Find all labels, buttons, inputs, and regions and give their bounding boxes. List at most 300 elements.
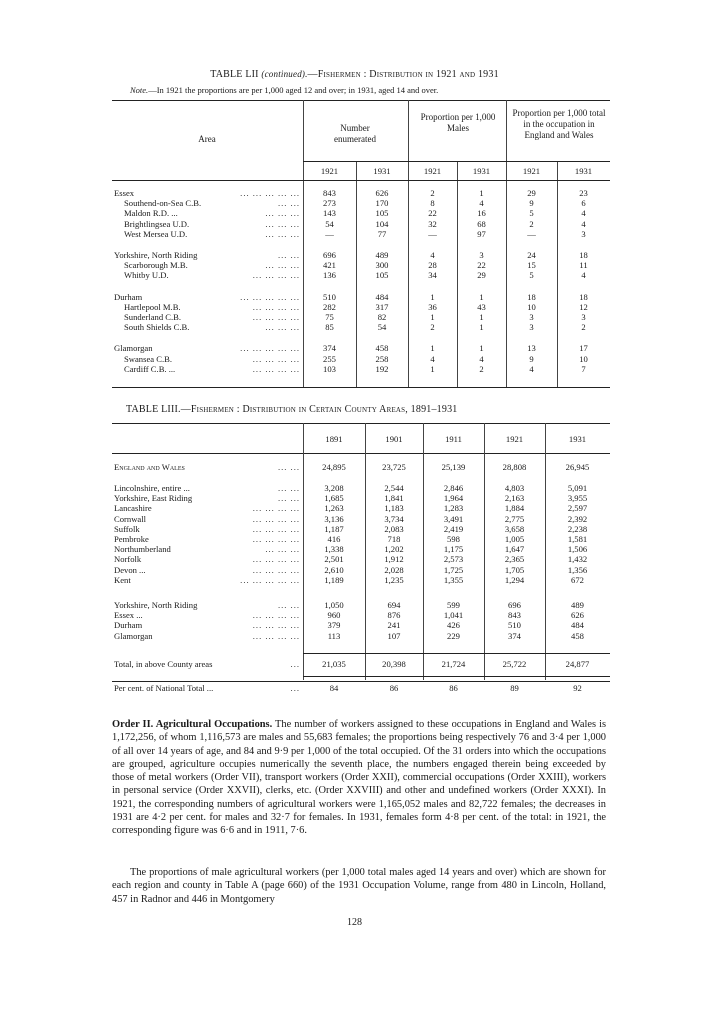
leader-dots: ... ... ... — [265, 208, 300, 219]
table-row — [0, 270, 709, 280]
table-row — [0, 524, 709, 534]
cell-value: 484 — [375, 291, 389, 302]
cell-value: 77 — [377, 228, 387, 239]
table-52-top-rule — [112, 100, 610, 101]
cell-value: 1 — [430, 291, 435, 302]
cell-value: 85 — [325, 322, 334, 333]
table-row — [0, 483, 709, 493]
cell-value: 258 — [375, 353, 389, 364]
table-row — [0, 631, 709, 641]
cell-value: 16 — [477, 208, 486, 219]
leader-dots: ... ... ... ... — [252, 312, 300, 322]
cell-value: 9 — [529, 353, 534, 364]
cell-value: 1,685 — [324, 493, 344, 504]
cell-value: 105 — [375, 208, 389, 219]
leader-dots: ... ... — [277, 250, 300, 260]
table-row — [0, 600, 709, 610]
cell-value: 1,294 — [504, 574, 525, 585]
leader-dots: ... — [290, 659, 300, 669]
row-label: Essex ... — [114, 610, 143, 621]
cell-value: 510 — [508, 620, 521, 631]
row-label: Northumberland — [114, 544, 171, 555]
row-label: England and Wales — [114, 462, 185, 472]
cell-value: 2 — [430, 188, 435, 198]
cell-value: 10 — [579, 353, 588, 364]
cell-value: 672 — [571, 574, 584, 585]
year-header-row — [0, 166, 709, 176]
cell-value: 3,491 — [443, 513, 464, 524]
cell-value: 1,884 — [504, 503, 525, 514]
cell-value: 10 — [527, 301, 536, 312]
row-label: Southend-on-Sea C.B. — [124, 198, 202, 209]
cell-value: 113 — [327, 630, 341, 641]
cell-value: 5 — [529, 208, 534, 219]
cell-value: 1,581 — [567, 534, 588, 544]
cell-value: 1 — [430, 312, 435, 322]
cell-value: 192 — [375, 363, 389, 374]
cell-value: 28 — [428, 260, 437, 271]
table-53-top-rule — [112, 423, 610, 424]
cell-value: 3,955 — [567, 493, 588, 504]
year-header: 1921 — [522, 166, 541, 176]
table-row — [0, 198, 709, 208]
leader-dots: ... ... ... ... ... — [240, 291, 300, 302]
cell-value: 21,035 — [322, 659, 346, 669]
cell-value: 3 — [479, 250, 484, 260]
year-header: 1921 — [320, 166, 339, 176]
cell-value: 1,263 — [324, 503, 344, 514]
cell-value: 143 — [323, 208, 336, 219]
row-label: Whitby U.D. — [124, 270, 169, 281]
table-53-header-rule — [112, 453, 610, 454]
cell-value: 960 — [327, 610, 341, 621]
cell-value: 317 — [375, 301, 389, 312]
leader-dots: ... — [290, 683, 300, 693]
cell-value: 1 — [479, 291, 484, 302]
cell-value: 24,895 — [322, 462, 346, 472]
cell-value: 32 — [428, 218, 437, 229]
cell-value: 36 — [428, 301, 437, 312]
cell-value: 282 — [323, 301, 336, 312]
cell-value: 7 — [581, 363, 586, 374]
row-label: Kent — [114, 574, 131, 585]
table-row — [0, 683, 709, 693]
table-row — [0, 188, 709, 198]
row-label: Yorkshire, East Riding — [114, 493, 193, 504]
cell-value: 43 — [477, 301, 486, 312]
cell-value: 4 — [581, 270, 586, 281]
cell-value: 18 — [579, 291, 588, 302]
leader-dots: ... ... ... ... — [252, 503, 300, 514]
cell-value: 24 — [527, 250, 536, 260]
cell-value: 86 — [389, 683, 399, 693]
cell-value: 4 — [430, 250, 435, 260]
cell-value: 68 — [477, 218, 486, 229]
leader-dots: ... ... ... — [265, 544, 300, 555]
row-label: Durham — [114, 291, 143, 302]
cell-value: 21,724 — [441, 659, 466, 669]
leader-dots: ... ... ... ... — [252, 523, 300, 534]
year-header: 1931 — [574, 166, 593, 176]
table-row — [0, 250, 709, 260]
year-header: 1931 — [568, 434, 587, 444]
cell-value: 136 — [323, 270, 336, 281]
row-label: Scarborough M.B. — [124, 260, 188, 271]
cell-value: 599 — [447, 600, 460, 610]
leader-dots: ... ... ... ... ... — [240, 188, 300, 198]
cell-value: 6 — [581, 198, 586, 209]
cell-value: 4,803 — [504, 483, 525, 493]
table-52-note: Note.—In 1921 the proportions are per 1,000 aged 12 and over; in 1931, aged 14 and over. — [130, 85, 439, 95]
cell-value: 1,912 — [384, 554, 404, 565]
cell-value: 1,356 — [567, 564, 588, 575]
table-53-title: TABLE LIII.—Fishermen : Distribution in Certain County Areas, 1891–1931 — [126, 404, 458, 415]
col-head-area: Area — [198, 134, 216, 144]
table-row — [0, 554, 709, 564]
cell-value: 75 — [325, 312, 334, 322]
cell-value: 18 — [527, 291, 536, 302]
cell-value: 374 — [323, 343, 336, 354]
year-header: 1931 — [472, 166, 491, 176]
cell-value: 2,238 — [567, 523, 588, 534]
cell-value: 2,392 — [567, 513, 588, 524]
cell-value: 694 — [387, 600, 401, 610]
cell-value: 89 — [510, 683, 519, 693]
row-label: Pembroke — [114, 534, 149, 544]
row-label: Brightlingsea U.D. — [124, 218, 190, 229]
cell-value: 29 — [527, 188, 536, 198]
cell-value: 15 — [527, 260, 536, 271]
cell-value: 3 — [529, 322, 534, 333]
leader-dots: ... ... ... ... — [252, 363, 300, 374]
cell-value: 718 — [387, 534, 401, 544]
row-label: South Shields C.B. — [124, 322, 190, 333]
table-row — [0, 575, 709, 585]
cell-value: 255 — [323, 353, 336, 364]
cell-value: 86 — [449, 683, 458, 693]
cell-value: 489 — [375, 250, 389, 260]
cell-value: 1,355 — [443, 574, 464, 585]
cell-value: 696 — [323, 250, 336, 260]
table-row — [0, 354, 709, 364]
cell-value: 54 — [325, 218, 334, 229]
cell-value: 1 — [479, 322, 484, 333]
cell-value: 1,189 — [324, 574, 344, 585]
cell-value: 5,091 — [567, 483, 588, 493]
row-label: Lincolnshire, entire ... — [114, 483, 190, 493]
cell-value: 20,398 — [382, 659, 406, 669]
table-row — [0, 364, 709, 374]
cell-value: 489 — [571, 600, 584, 610]
leader-dots: ... ... ... ... ... — [240, 574, 300, 585]
col-head-number: Number enumerated — [334, 123, 376, 144]
cell-value: 374 — [508, 630, 521, 641]
leader-dots: ... ... ... ... ... — [240, 343, 300, 354]
cell-value: 84 — [329, 683, 339, 693]
table-row — [0, 462, 709, 472]
cell-value: 876 — [387, 610, 401, 621]
cell-value: 229 — [447, 630, 460, 641]
cell-value: 105 — [375, 270, 389, 281]
cell-value: 2,028 — [384, 564, 404, 575]
cell-value: 2,501 — [324, 554, 344, 565]
leader-dots: ... ... ... ... — [252, 620, 300, 631]
cell-value: 379 — [327, 620, 341, 631]
row-label: Devon ... — [114, 564, 146, 575]
cell-value: 1 — [479, 188, 484, 198]
leader-dots: ... ... ... — [265, 228, 300, 239]
cell-value: 3,208 — [324, 483, 344, 493]
row-label: Swansea C.B. — [124, 353, 172, 364]
cell-value: 104 — [375, 218, 389, 229]
cell-value: 28,808 — [502, 462, 527, 472]
row-label: Per cent. of National Total ... — [114, 683, 214, 693]
year-header: 1921 — [423, 166, 442, 176]
cell-value: 23 — [579, 188, 588, 198]
cell-value: 3 — [581, 312, 586, 322]
cell-value: 3,136 — [324, 513, 344, 524]
col-head-prop-males: Proportion per 1,000 Males — [420, 112, 496, 133]
row-label: Norfolk — [114, 554, 142, 565]
table-row — [0, 514, 709, 524]
cell-value: 1,647 — [504, 544, 525, 555]
table-52-header-rule — [112, 180, 610, 181]
leader-dots: ... ... ... — [265, 260, 300, 271]
leader-dots: ... ... ... ... — [252, 270, 300, 281]
year-header-row — [0, 434, 709, 444]
cell-value: 2,846 — [443, 483, 464, 493]
row-label: Lancashire — [114, 503, 152, 514]
table-row — [0, 322, 709, 332]
table-row — [0, 659, 709, 669]
cell-value: 1,183 — [384, 503, 404, 514]
cell-value: 2 — [479, 363, 484, 374]
cell-value: 8 — [430, 198, 435, 209]
table-row — [0, 493, 709, 503]
cell-value: 22 — [428, 208, 437, 219]
cell-value: 1,725 — [443, 564, 464, 575]
cell-value: 4 — [479, 353, 484, 364]
row-label: Cornwall — [114, 513, 146, 524]
row-label: Essex — [114, 188, 135, 198]
table-52-title: TABLE LII (continued).—Fishermen : Distribution in 1921 and 1931 — [210, 69, 499, 80]
table-52-year-rule — [303, 161, 610, 162]
year-header: 1921 — [505, 434, 524, 444]
table-row — [0, 208, 709, 218]
cell-value: 2,610 — [324, 564, 344, 575]
section-heading: Order II. Agricultural Occupations. — [112, 719, 273, 730]
cell-value: 3 — [529, 312, 534, 322]
cell-value: 4 — [430, 353, 435, 364]
col-head-prop-total: Proportion per 1,000 total in the occupation in England and Wales — [512, 108, 606, 140]
cell-value: 97 — [477, 228, 486, 239]
leader-dots: ... ... ... ... — [252, 564, 300, 575]
cell-value: 1,235 — [384, 574, 404, 585]
cell-value: 5 — [529, 270, 534, 281]
cell-value: 1 — [430, 363, 435, 374]
cell-value: 18 — [579, 250, 588, 260]
cell-value: 2,163 — [504, 493, 525, 504]
cell-value: 4 — [479, 198, 484, 209]
table-53-bottom-rule — [112, 681, 610, 682]
leader-dots: ... ... — [277, 493, 300, 504]
cell-value: 2,083 — [384, 523, 404, 534]
leader-dots: ... ... ... — [265, 322, 300, 333]
cell-value: 25,139 — [441, 462, 466, 472]
cell-value: 843 — [323, 188, 336, 198]
cell-value: 3 — [581, 228, 586, 239]
year-header: 1931 — [373, 166, 391, 176]
table-row — [0, 312, 709, 322]
cell-value: 17 — [579, 343, 588, 354]
year-header: 1891 — [325, 434, 343, 444]
row-label: Yorkshire, North Riding — [114, 250, 198, 260]
cell-value: 4 — [581, 218, 586, 229]
cell-value: 9 — [529, 198, 534, 209]
table-row — [0, 229, 709, 239]
cell-value: 23,725 — [382, 462, 406, 472]
page-number: 128 — [347, 917, 362, 928]
row-label: Total, in above County areas — [114, 659, 213, 669]
cell-value: 1,338 — [324, 544, 344, 555]
leader-dots: ... ... ... ... — [252, 630, 300, 641]
row-label: West Mersea U.D. — [124, 228, 188, 239]
row-label: Maldon R.D. ... — [124, 208, 178, 219]
cell-value: 1,705 — [504, 564, 525, 575]
leader-dots: ... ... ... — [265, 218, 300, 229]
leader-dots: ... ... — [277, 483, 300, 493]
leader-dots: ... ... ... ... — [252, 513, 300, 524]
cell-value: 241 — [387, 620, 401, 631]
cell-value: 1,041 — [443, 610, 464, 621]
leader-dots: ... ... — [277, 198, 300, 209]
cell-value: 13 — [527, 343, 536, 354]
cell-value: 1,283 — [443, 503, 464, 514]
leader-dots: ... ... — [277, 462, 300, 472]
row-label: Glamorgan — [114, 630, 153, 641]
cell-value: 107 — [387, 630, 401, 641]
table-row — [0, 292, 709, 302]
row-label: Yorkshire, North Riding — [114, 600, 198, 610]
cell-value: 2,365 — [504, 554, 525, 565]
cell-value: 598 — [447, 534, 460, 544]
table-53-total-rule — [303, 653, 610, 654]
leader-dots: ... ... — [277, 600, 300, 610]
cell-value: 458 — [571, 630, 584, 641]
cell-value: 24,877 — [565, 659, 590, 669]
cell-value: 1 — [479, 312, 484, 322]
table-row — [0, 620, 709, 630]
cell-value: 82 — [377, 312, 387, 322]
cell-value: 273 — [323, 198, 336, 209]
cell-value: 4 — [529, 363, 534, 374]
row-label: Durham — [114, 620, 143, 631]
row-label: Glamorgan — [114, 343, 153, 354]
cell-value: 4 — [581, 208, 586, 219]
cell-value: 2,775 — [504, 513, 525, 524]
table-row — [0, 565, 709, 575]
cell-value: 2,597 — [567, 503, 588, 514]
cell-value: 3,734 — [384, 513, 404, 524]
cell-value: — — [527, 228, 536, 239]
cell-value: 300 — [375, 260, 389, 271]
cell-value: 22 — [477, 260, 486, 271]
cell-value: 11 — [579, 260, 588, 271]
row-label: Hartlepool M.B. — [124, 301, 181, 312]
cell-value: 2 — [581, 322, 586, 333]
cell-value: 626 — [571, 610, 584, 621]
cell-value: 34 — [428, 270, 437, 281]
cell-value: 510 — [323, 291, 336, 302]
row-label: Sunderland C.B. — [124, 312, 182, 322]
cell-value: 1,506 — [567, 544, 588, 555]
table-row — [0, 544, 709, 554]
table-row — [0, 302, 709, 312]
cell-value: 426 — [447, 620, 460, 631]
table-row — [0, 610, 709, 620]
cell-value: 696 — [508, 600, 521, 610]
cell-value: 1 — [430, 343, 435, 354]
cell-value: 103 — [323, 363, 336, 374]
cell-value: 1,432 — [567, 554, 588, 565]
cell-value: 416 — [327, 534, 341, 544]
row-label: Suffolk — [114, 523, 140, 534]
cell-value: 1,202 — [384, 544, 404, 555]
table-row — [0, 260, 709, 270]
cell-value: — — [325, 228, 334, 239]
cell-value: 12 — [579, 301, 588, 312]
cell-value: 1,175 — [443, 544, 464, 555]
cell-value: 1,841 — [384, 493, 404, 504]
row-label: Cardiff C.B. ... — [124, 363, 176, 374]
leader-dots: ... ... ... ... — [252, 534, 300, 544]
cell-value: 843 — [508, 610, 521, 621]
proportions-paragraph: The proportions of male agricultural workers (per 1,000 total males aged 14 years and over) which are shown for each region and county in Table A (page 660) of the 1931 Occupation Volume, range from 480 in Lincoln, Holland, 457 in Radnor and 446 in Montgomery — [112, 867, 606, 905]
leader-dots: ... ... ... ... — [252, 610, 300, 621]
cell-value: 92 — [573, 683, 582, 693]
cell-value: — — [428, 228, 437, 239]
order-2-paragraph: Order II. Agricultural Occupations. The number of workers assigned to these occupations in England and Wales is 1,172,256, of whom 1,116,573 are males and 55,683 females; the proportions being respectively 76 and 3·4 per 1,000 of all over 14 years of age, and 84 and 9·9 per 1,000 of the total occupied. Of the 31 orders into which the occupations are grouped, agriculture occupies numerically the seventh place, the numbers engaged therein being exceeded by those of metal workers (Order VII), transport workers (Order XXII), commercial occupations (Order XXIII), workers in personal service (Order XXVII), clerks, etc. (Order XXVIII) and other and undefined workers (Order XXXI). In 1921, the corresponding numbers of agricultural workers were 1,165,052 males and 82,722 females; the decreases in 1931 are 4·2 per cent. for males and 32·7 for females. In 1931, females form 4·8 per cent. of the total: in 1921, the corresponding figure was 6·6 and in 1911, 7·6. — [112, 719, 607, 837]
cell-value: 54 — [377, 322, 387, 333]
cell-value: 2,544 — [384, 483, 404, 493]
cell-value: 1,050 — [324, 600, 344, 610]
table-row — [0, 219, 709, 229]
cell-value: 29 — [477, 270, 486, 281]
leader-dots: ... ... ... ... — [252, 353, 300, 364]
cell-value: 1,964 — [443, 493, 464, 504]
cell-value: 2 — [430, 322, 435, 333]
cell-value: 458 — [375, 343, 389, 354]
cell-value: 484 — [571, 620, 584, 631]
table-row — [0, 343, 709, 353]
table-row — [0, 534, 709, 544]
cell-value: 25,722 — [502, 659, 527, 669]
year-header: 1901 — [385, 434, 403, 444]
leader-dots: ... ... ... ... — [252, 554, 300, 565]
cell-value: 1,187 — [324, 523, 344, 534]
cell-value: 1,005 — [504, 534, 525, 544]
table-row — [0, 503, 709, 513]
year-header: 1911 — [445, 434, 462, 444]
cell-value: 3,658 — [504, 523, 525, 534]
cell-value: 2,419 — [443, 523, 464, 534]
cell-value: 26,945 — [565, 462, 590, 472]
table-52-bottom-rule — [112, 387, 610, 388]
cell-value: 421 — [323, 260, 336, 271]
leader-dots: ... ... ... ... — [252, 301, 300, 312]
table-53-percent-rule — [303, 676, 610, 677]
cell-value: 1 — [479, 343, 484, 354]
